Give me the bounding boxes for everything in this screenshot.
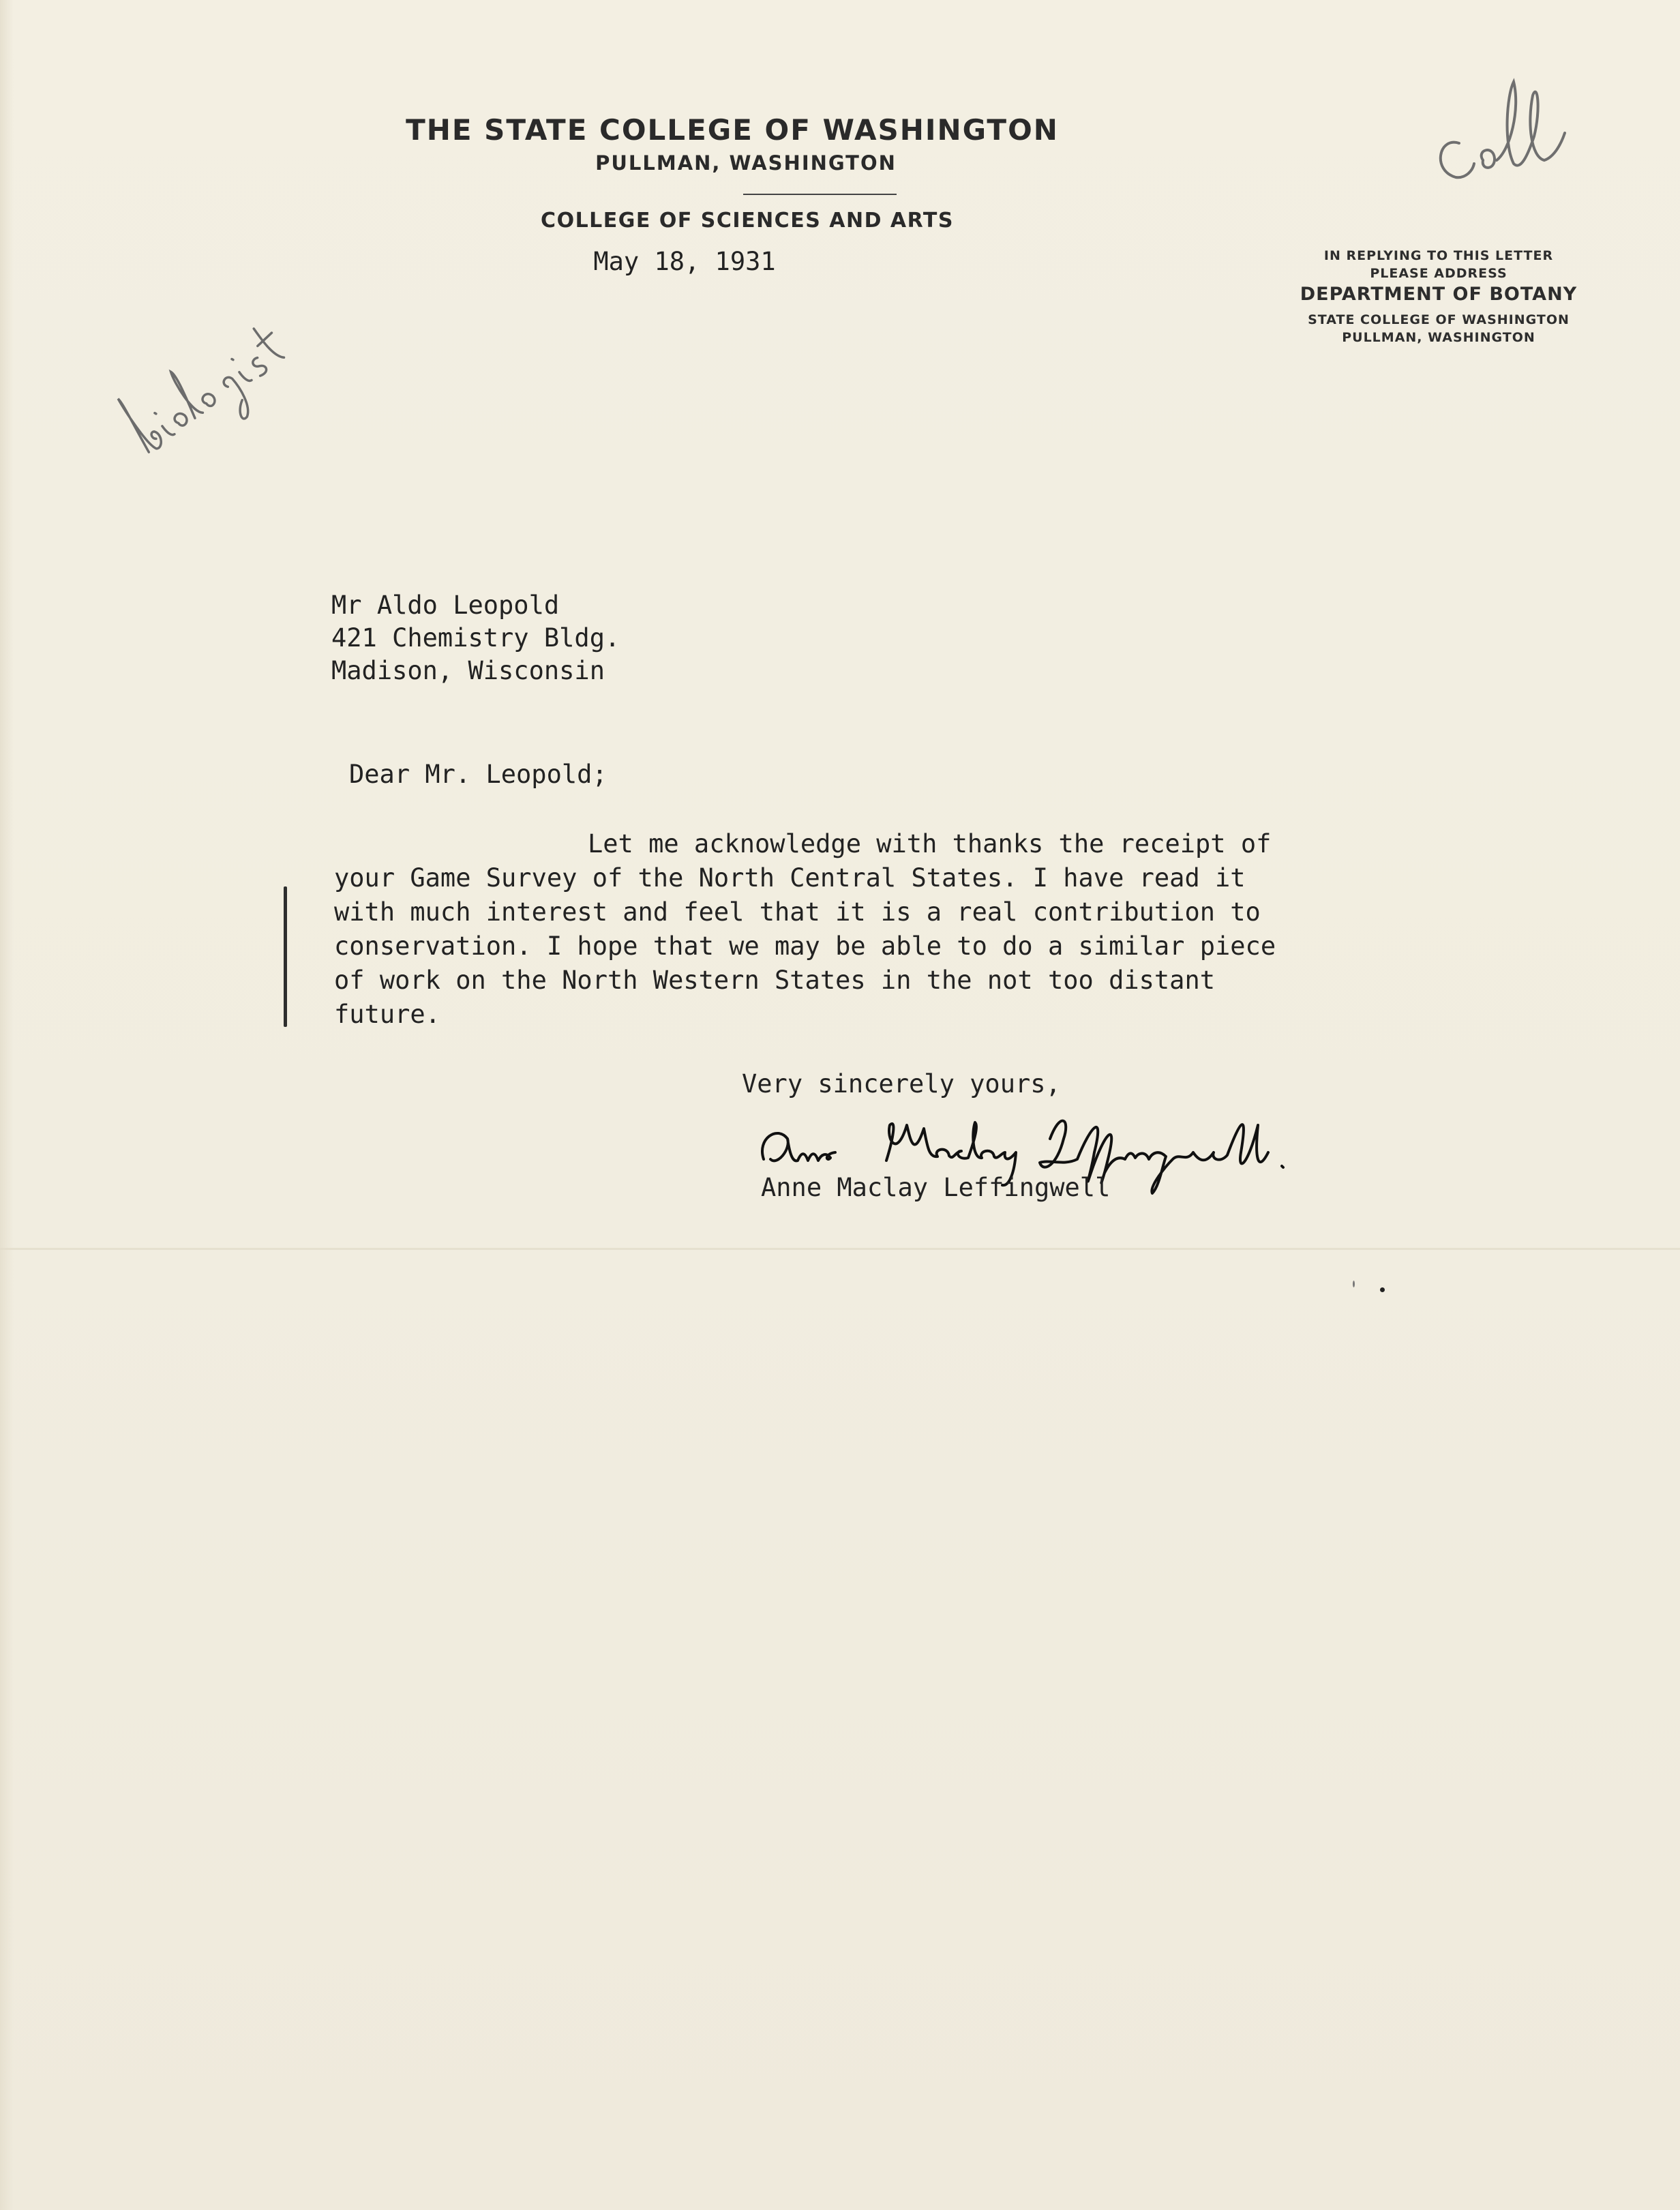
recipient-name: Mr Aldo Leopold bbox=[331, 591, 560, 620]
reply-instruction-line1: IN REPLYING TO THIS LETTER bbox=[1323, 248, 1554, 263]
body-line: your Game Survey of the North Central States. I have read it bbox=[334, 863, 1246, 893]
body-line: of work on the North Western States in the not too distant bbox=[334, 966, 1216, 995]
body-line: Let me acknowledge with thanks the receipt of bbox=[588, 829, 1272, 858]
reply-instruction-line2: PLEASE ADDRESS bbox=[1370, 266, 1508, 281]
closing: Very sincerely yours, bbox=[742, 1069, 1061, 1099]
handwritten-biologist-annotation bbox=[102, 286, 320, 464]
recipient-address-line1: 421 Chemistry Bldg. bbox=[331, 623, 620, 653]
body-line: conservation. I hope that we may be able to do a similar piece bbox=[334, 931, 1276, 961]
ink-speck bbox=[1380, 1287, 1385, 1292]
reply-college: STATE COLLEGE OF WASHINGTON bbox=[1308, 312, 1570, 327]
letterhead-institution: THE STATE COLLEGE OF WASHINGTON bbox=[406, 113, 1059, 147]
body-line: future. bbox=[334, 1000, 440, 1029]
recipient-address-line2: Madison, Wisconsin bbox=[331, 656, 605, 685]
margin-mark-line bbox=[284, 886, 287, 1027]
handwritten-coll-annotation bbox=[1418, 68, 1582, 191]
ink-speck bbox=[1353, 1281, 1355, 1287]
paper-fold-line bbox=[0, 1248, 1680, 1250]
body-line: with much interest and feel that it is a real contribution to bbox=[334, 897, 1261, 927]
typed-signer-name: Anne Maclay Leffingwell bbox=[761, 1173, 1111, 1202]
letterhead-divider bbox=[743, 194, 897, 195]
paper-edge-shade bbox=[0, 0, 14, 2210]
letterhead-college: COLLEGE OF SCIENCES AND ARTS bbox=[541, 209, 954, 233]
reply-city: PULLMAN, WASHINGTON bbox=[1342, 330, 1535, 345]
letter-date: May 18, 1931 bbox=[593, 247, 776, 276]
salutation: Dear Mr. Leopold; bbox=[349, 760, 608, 789]
reply-department: DEPARTMENT OF BOTANY bbox=[1300, 284, 1578, 305]
letterhead-city: PULLMAN, WASHINGTON bbox=[595, 151, 897, 175]
